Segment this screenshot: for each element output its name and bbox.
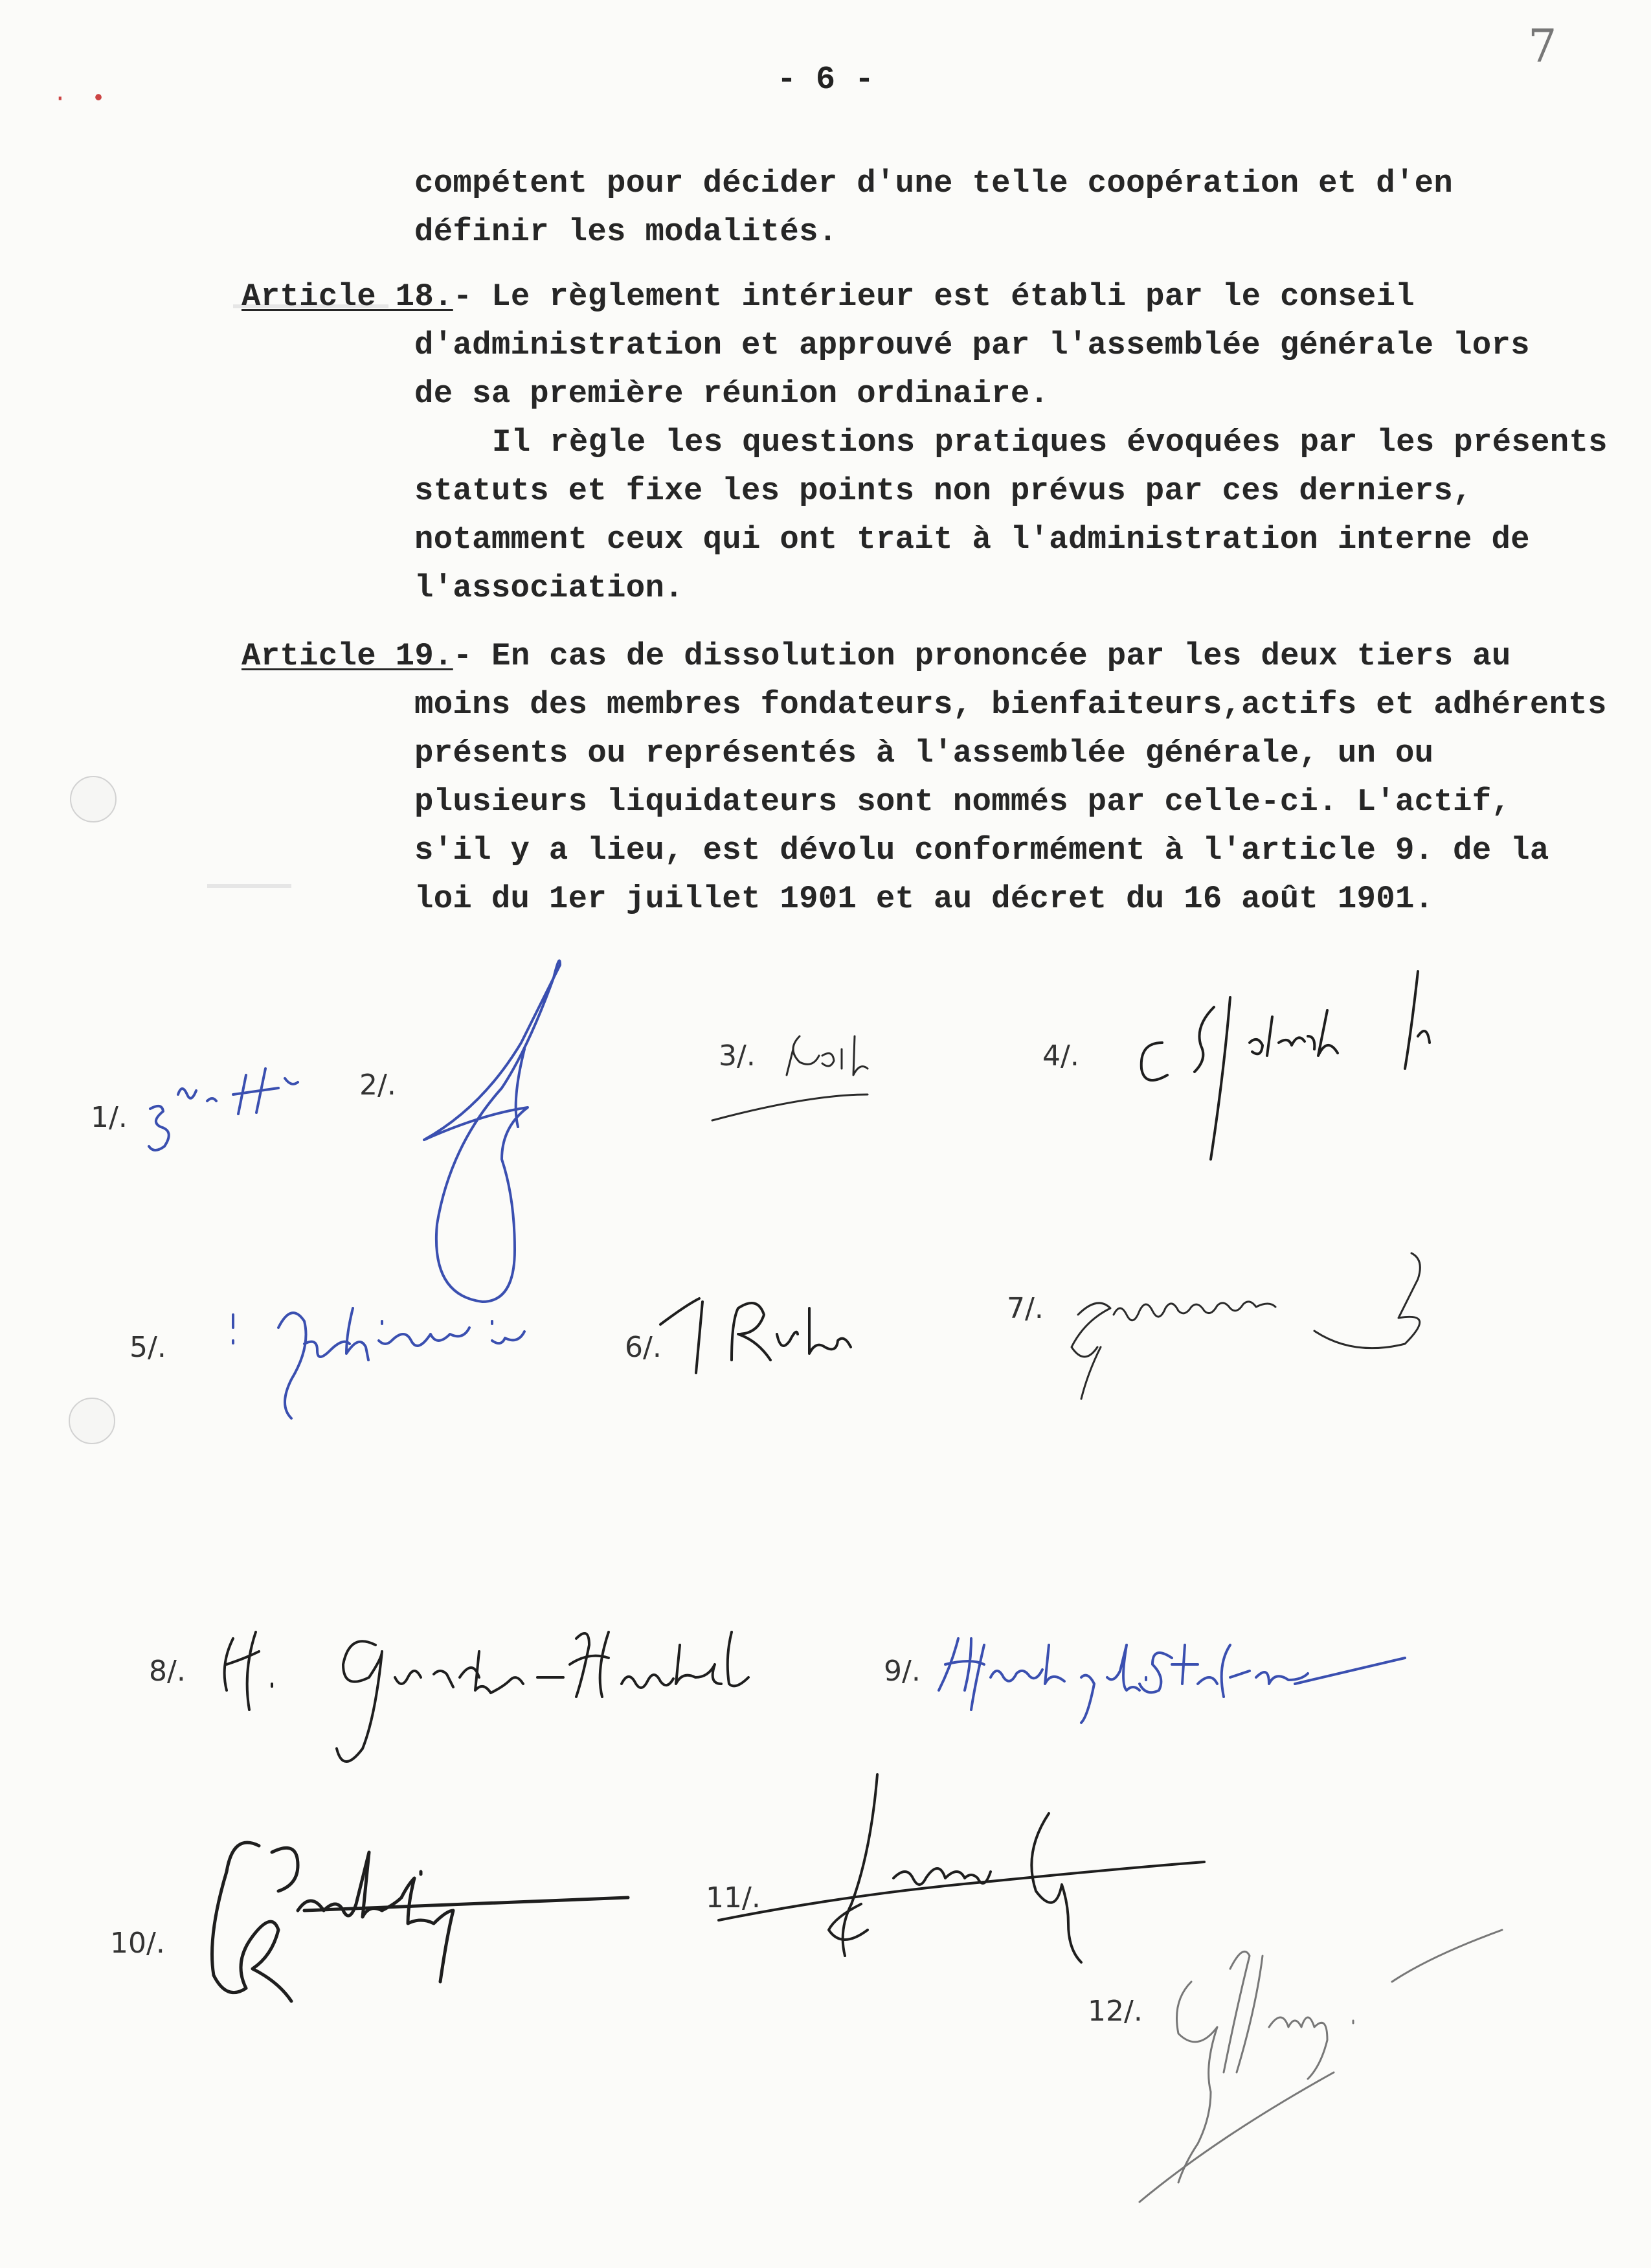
signature-number-8: 8/. bbox=[149, 1655, 186, 1688]
article-18-line: statuts et fixe les points non prévus par ces derniers, bbox=[414, 473, 1472, 509]
signature-12 bbox=[1140, 1930, 1502, 2202]
article-19-line: plusieurs liquidateurs sont nommés par celle-ci. L'actif, bbox=[414, 784, 1511, 820]
article-19-line: moins des membres fondateurs, bienfaiteurs,actifs et adhérents bbox=[414, 686, 1607, 723]
article-18-line: Il règle les questions pratiques évoquées par les présents bbox=[492, 424, 1608, 460]
signature-1 bbox=[149, 1069, 298, 1150]
signature-4 bbox=[1141, 971, 1430, 1159]
stray-marks: · • bbox=[53, 85, 111, 112]
signature-number-4: 4/. bbox=[1042, 1039, 1079, 1072]
signature-number-9: 9/. bbox=[884, 1655, 921, 1688]
signature-6 bbox=[660, 1298, 851, 1373]
article-19-label: Article 19. bbox=[241, 638, 453, 674]
signature-8 bbox=[225, 1632, 748, 1762]
signature-number-3: 3/. bbox=[719, 1039, 756, 1072]
article-18-line: - Le règlement intérieur est établi par le conseil bbox=[453, 278, 1415, 315]
signature-10 bbox=[212, 1843, 629, 2001]
signature-number-12: 12/. bbox=[1088, 1995, 1143, 2028]
signature-number-2: 2/. bbox=[359, 1069, 396, 1102]
signature-number-1: 1/. bbox=[91, 1101, 128, 1134]
body-line: définir les modalités. bbox=[414, 214, 838, 250]
signature-2 bbox=[424, 960, 560, 1302]
article-18-line: de sa première réunion ordinaire. bbox=[414, 376, 1050, 412]
signature-7 bbox=[1072, 1253, 1420, 1399]
signature-number-6: 6/. bbox=[625, 1331, 662, 1364]
article-18-line: d'administration et approuvé par l'assemblée générale lors bbox=[414, 327, 1530, 363]
article-18-line: l'association. bbox=[414, 570, 684, 606]
article-19-line: - En cas de dissolution prononcée par les deux tiers au bbox=[453, 638, 1511, 674]
article-19-line: s'il y a lieu, est dévolu conformément à l'article 9. de la bbox=[414, 832, 1549, 868]
signature-number-7: 7/. bbox=[1007, 1292, 1044, 1325]
article-18-line: notamment ceux qui ont trait à l'administration interne de bbox=[414, 521, 1530, 558]
signature-number-11: 11/. bbox=[706, 1881, 761, 1914]
page-corner-number: 7 bbox=[1528, 19, 1557, 73]
signature-number-10: 10/. bbox=[110, 1927, 165, 1960]
page-number: - 6 - bbox=[776, 62, 875, 98]
body-line: compétent pour décider d'une telle coopération et d'en bbox=[414, 165, 1454, 201]
article-19-line: présents ou représentés à l'assemblée générale, un ou bbox=[414, 735, 1434, 771]
signature-11 bbox=[719, 1775, 1204, 1962]
article-19-line: loi du 1er juillet 1901 et au décret du 16 août 1901. bbox=[414, 881, 1434, 917]
signature-number-5: 5/. bbox=[129, 1331, 166, 1364]
article-18-label: Article 18. bbox=[241, 278, 453, 315]
signature-9 bbox=[939, 1639, 1405, 1723]
signature-5 bbox=[233, 1308, 524, 1418]
signature-3 bbox=[712, 1036, 868, 1120]
